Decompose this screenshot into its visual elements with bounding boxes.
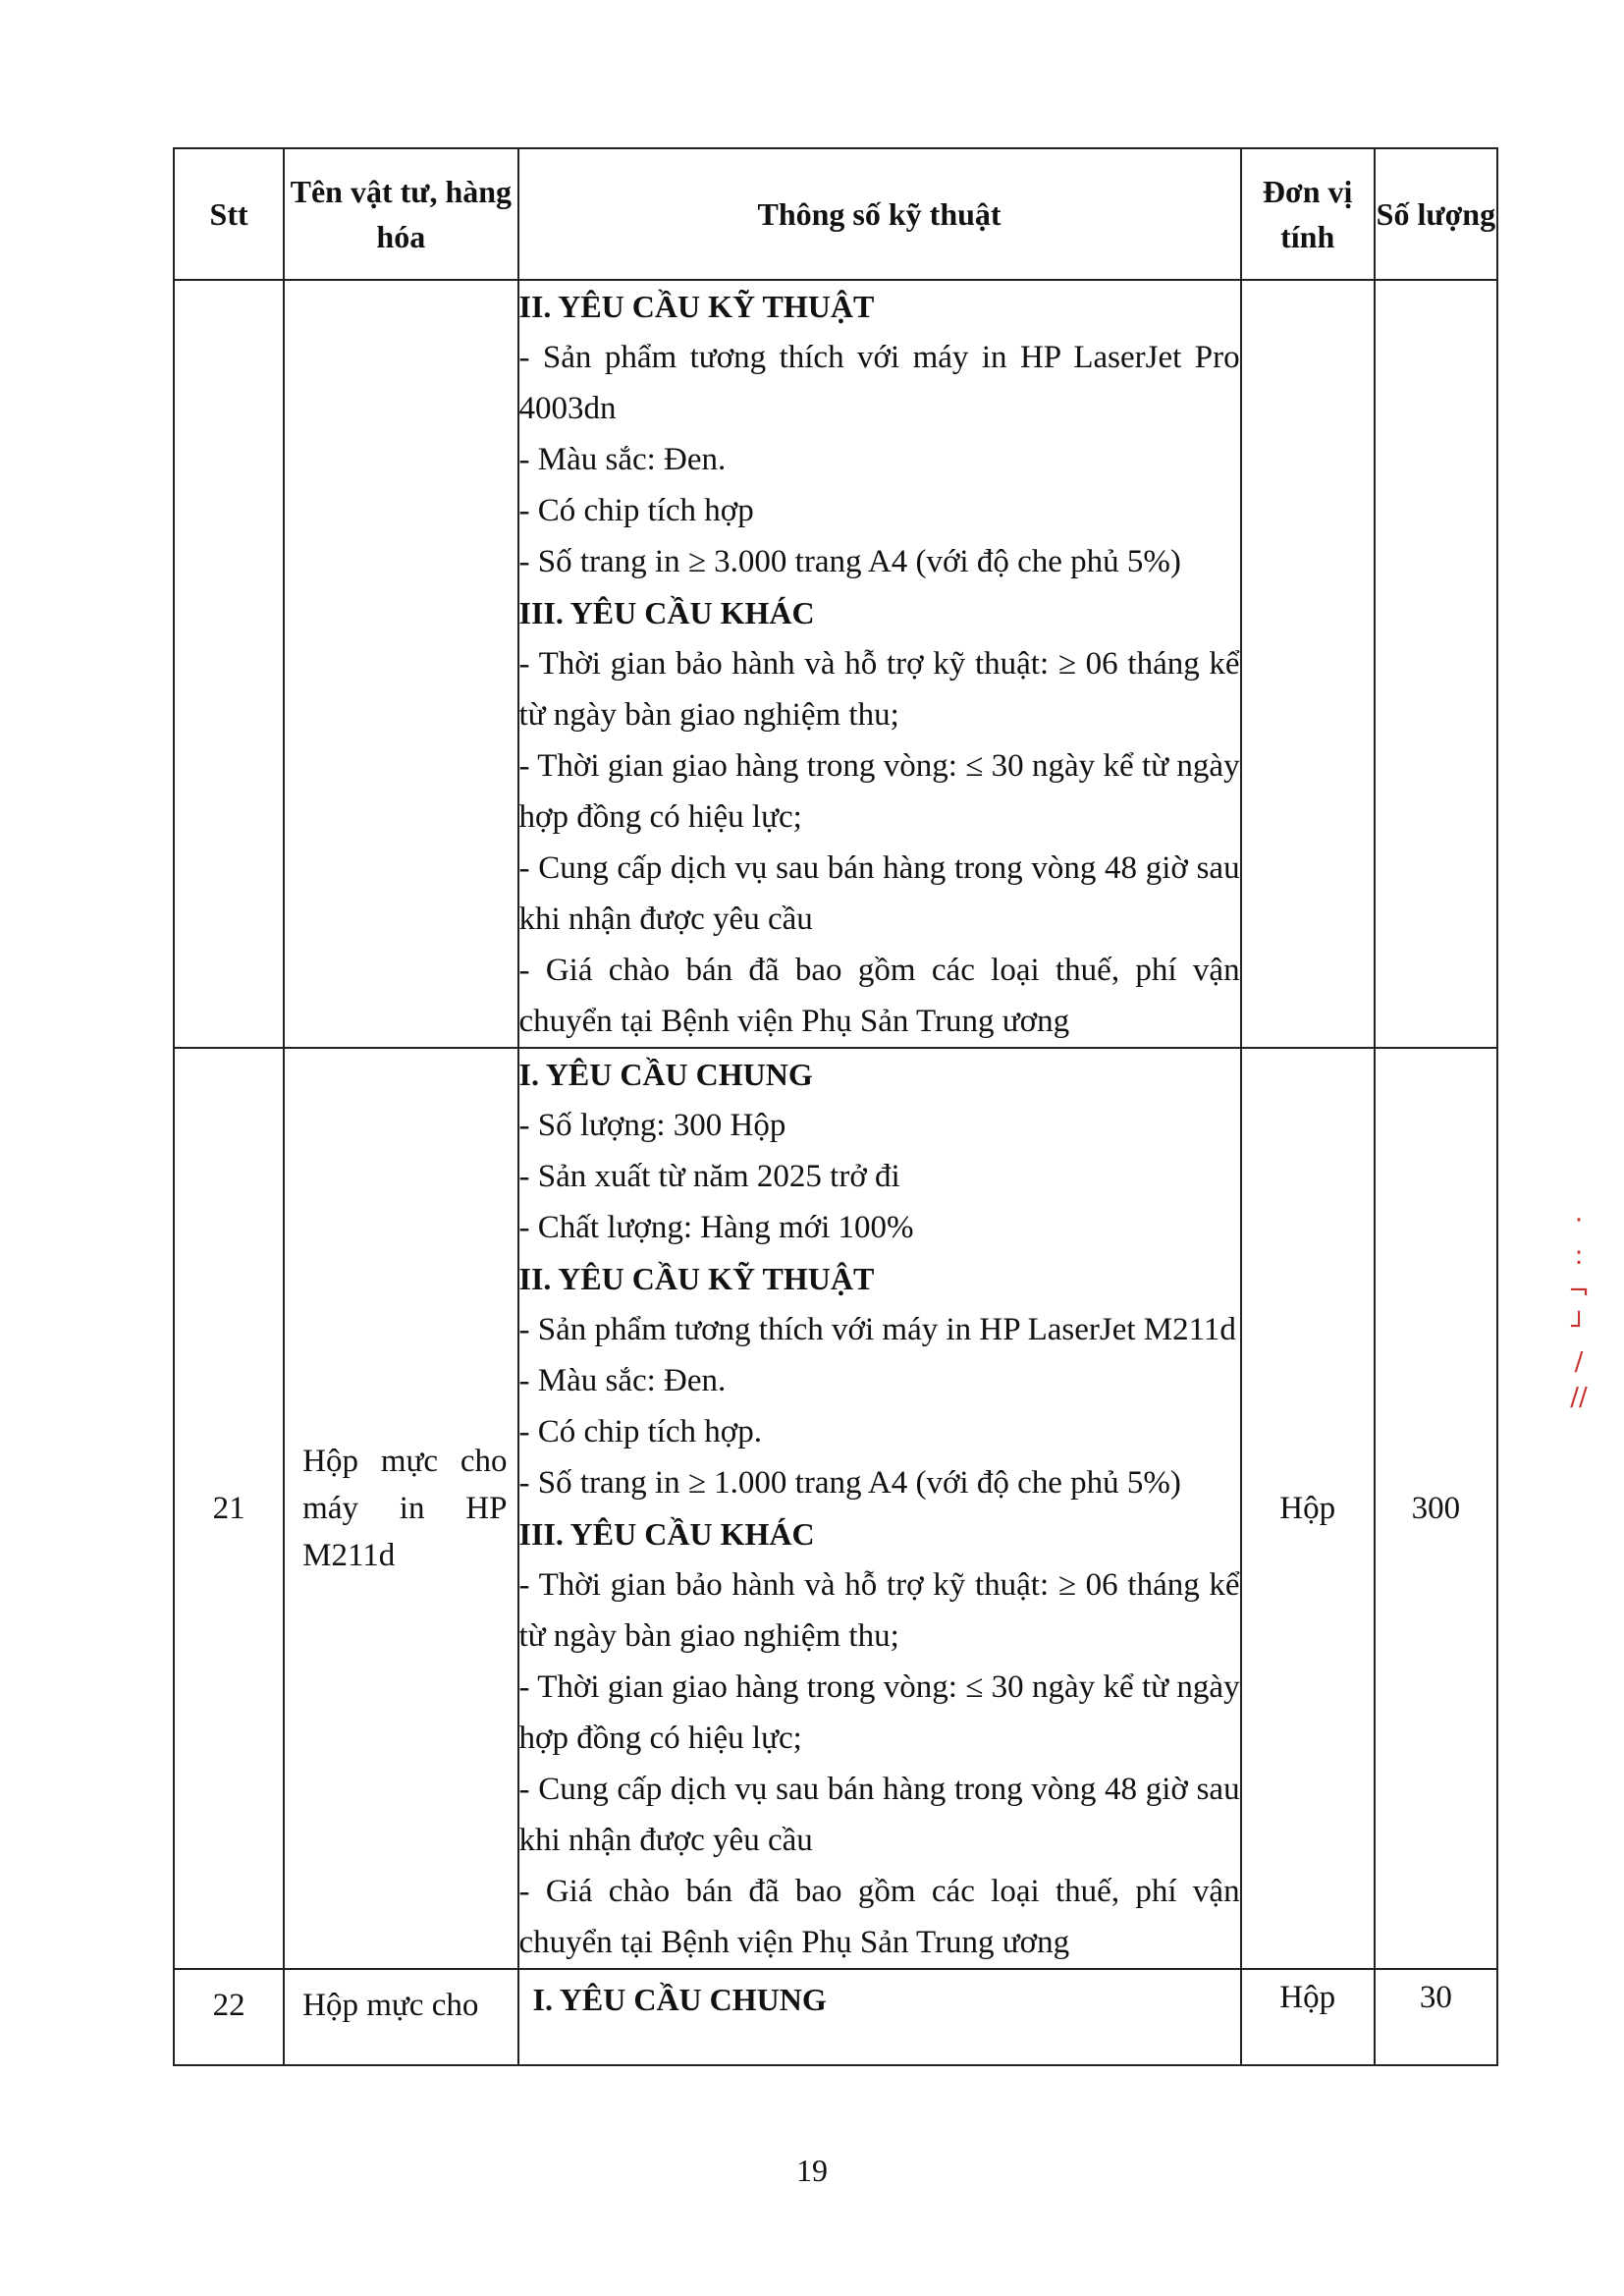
table-row-22	[174, 1969, 1497, 2065]
header-qty: Số lượng	[1375, 148, 1497, 280]
row21-unit: Hộp	[1241, 1048, 1375, 1969]
spec-line: - Cung cấp dịch vụ sau bán hàng trong vòng 48 giờ sau khi nhận được yêu cầu	[518, 850, 1240, 937]
spec-section-heading: III. YÊU CẦU KHÁC	[518, 595, 815, 630]
spec-section-heading: II. YÊU CẦU KỸ THUẬT	[518, 1261, 875, 1296]
spec-list	[519, 281, 1240, 1047]
page-number: 19	[796, 2153, 828, 2188]
spec-line: - Màu sắc: Đen.	[518, 1363, 727, 1398]
table-row-21	[174, 1048, 1497, 1969]
spec-list	[519, 1049, 1240, 1968]
row21-name: Hộp mực cho máy in HP M211d	[284, 1048, 517, 1969]
handwritten-margin-mark	[1565, 1203, 1593, 1498]
continued-stt-cell	[174, 280, 284, 1048]
spec-line: - Thời gian giao hàng trong vòng: ≤ 30 ngày kể từ ngày hợp đồng có hiệu lực;	[518, 748, 1240, 835]
table-header-row	[174, 148, 1497, 280]
spec-line: - Sản xuất từ năm 2025 trở đi	[518, 1159, 900, 1194]
spec-line: - Số lượng: 300 Hộp	[518, 1108, 786, 1143]
spec-line: - Có chip tích hợp	[518, 493, 754, 528]
spec-line: - Màu sắc: Đen.	[518, 442, 727, 477]
row22-unit: Hộp	[1241, 1969, 1375, 2065]
spec-line: - Giá chào bán đã bao gồm các loại thuế, phí vận chuyển tại Bệnh viện Phụ Sản Trung ương	[518, 1874, 1240, 1960]
spec-section-heading: II. YÊU CẦU KỸ THUẬT	[518, 289, 875, 324]
spec-line: - Giá chào bán đã bao gồm các loại thuế, phí vận chuyển tại Bệnh viện Phụ Sản Trung ương	[518, 953, 1240, 1039]
spec-table	[173, 147, 1498, 2066]
row22-qty: 30	[1375, 1969, 1497, 2065]
header-unit: Đơn vị tính	[1241, 148, 1375, 280]
table-row-continued	[174, 280, 1497, 1048]
row21-qty: 300	[1375, 1048, 1497, 1969]
spec-section-heading: I. YÊU CẦU CHUNG	[518, 1057, 813, 1092]
row22-stt: 22	[174, 1969, 284, 2065]
spec-line: - Thời gian giao hàng trong vòng: ≤ 30 ngày kể từ ngày hợp đồng có hiệu lực;	[518, 1669, 1240, 1756]
spec-line: - Sản phẩm tương thích với máy in HP LaserJet Pro 4003dn	[518, 340, 1240, 426]
header-spec: Thông số kỹ thuật	[518, 148, 1241, 280]
spec-line: - Cung cấp dịch vụ sau bán hàng trong vòng 48 giờ sau khi nhận được yêu cầu	[518, 1772, 1240, 1858]
spec-line: - Số trang in ≥ 1.000 trang A4 (với độ che phủ 5%)	[518, 1465, 1181, 1501]
pen-mark-icon: · : ¬ ┘ / //	[1568, 1206, 1590, 1412]
row21-spec-cell	[518, 1048, 1241, 1969]
continued-qty-cell	[1375, 280, 1497, 1048]
row22-name: Hộp mực cho	[284, 1969, 517, 2065]
continued-spec-cell	[518, 280, 1241, 1048]
spec-line: - Số trang in ≥ 3.000 trang A4 (với độ che phủ 5%)	[518, 544, 1181, 579]
spec-line: - Chất lượng: Hàng mới 100%	[518, 1210, 914, 1245]
spec-section-heading: III. YÊU CẦU KHÁC	[518, 1516, 815, 1552]
spec-line: - Thời gian bảo hành và hỗ trợ kỹ thuật: ≥ 06 tháng kể từ ngày bàn giao nghiệm thu;	[518, 646, 1240, 733]
spec-line: - Có chip tích hợp.	[518, 1414, 762, 1449]
spec-line: - Sản phẩm tương thích với máy in HP LaserJet M211d	[518, 1312, 1236, 1347]
header-name: Tên vật tư, hàng hóa	[284, 148, 517, 280]
row21-stt: 21	[174, 1048, 284, 1969]
header-stt: Stt	[174, 148, 284, 280]
row22-spec-heading: I. YÊU CẦU CHUNG	[518, 1969, 1241, 2065]
continued-unit-cell	[1241, 280, 1375, 1048]
spec-line: - Thời gian bảo hành và hỗ trợ kỹ thuật: ≥ 06 tháng kể từ ngày bàn giao nghiệm thu;	[518, 1567, 1240, 1654]
continued-name-cell	[284, 280, 517, 1048]
